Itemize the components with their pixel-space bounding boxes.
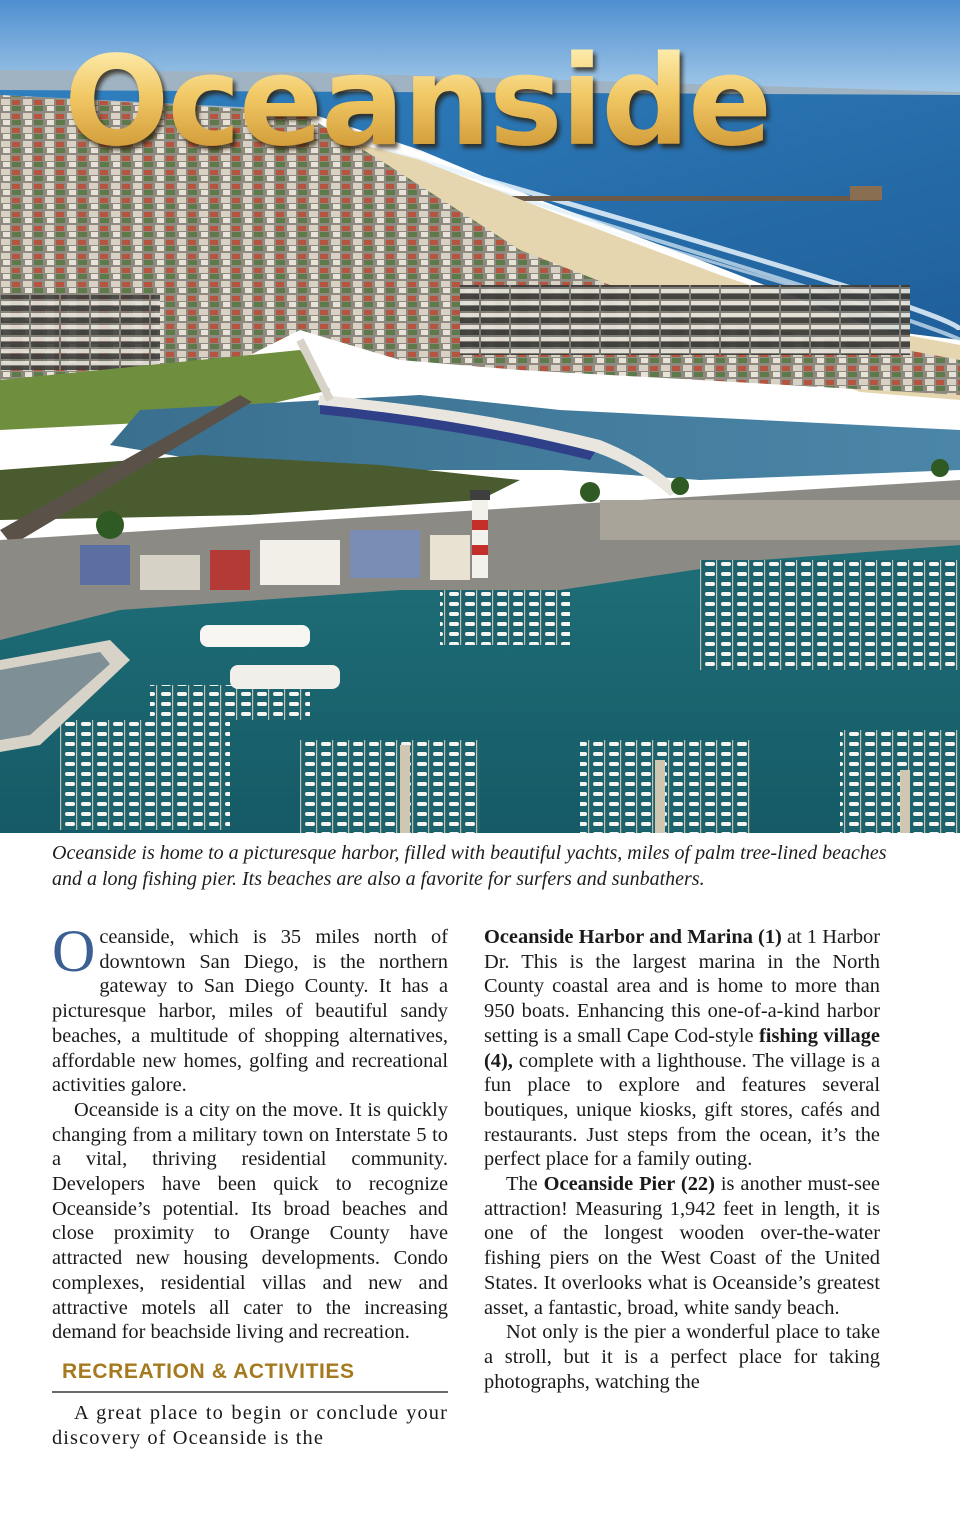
- drop-cap: O: [52, 918, 96, 984]
- fishing-village-text: complete with a lighthouse. The village is a fun place to explore and features several boutiques, unique kiosks, gift stores, cafés and restaurants. Just steps from the ocean, it’s the perfect place for a family outing.: [484, 1049, 880, 1171]
- fishing-village-name: fishing village (4),: [484, 1024, 880, 1072]
- paragraph-pier-stroll: Not only is the pier a wonderful place to take a stroll, but it is a perfect place for taking photographs, watching the: [484, 1321, 880, 1393]
- section-heading-recreation: RECREATION & ACTIVITIES: [52, 1359, 448, 1393]
- pier-text-lead: The: [506, 1173, 544, 1196]
- harbor-marina-name: Oceanside Harbor and Marina (1): [484, 926, 782, 948]
- article-column-right: [484, 925, 880, 1394]
- pier-text: is another must-see attraction! Measuring 1,942 feet in length, it is one of the longest wooden over-the-water fishing piers on the West Coast of the United States. It overlooks what is Oceanside’s greatest asset, a fantastic, broad, white sandy beach.: [484, 1173, 880, 1319]
- pier-name: Oceanside Pier (22): [543, 1173, 715, 1196]
- article-column-left: [52, 918, 448, 1450]
- paragraph-city-on-the-move: Oceanside is a city on the move. It is quickly changing from a military town on Interstate 5 to a vital, thriving residential community. Developers have been quick to recognize Oceanside’s potential. Its broad beaches and close proximity to Orange County have attracted new housing developments. Condo complexes, residential villas and new and attractive motels all cater to the increasing demand for beachside living and recreation.: [52, 1098, 448, 1344]
- paragraph-harbor-marina: [484, 925, 880, 1172]
- page-title: Oceanside: [64, 30, 771, 174]
- paragraph-pier: [484, 1172, 880, 1320]
- intro-text: ceanside, which is 35 miles north of downtown San Diego, is the northern gateway to San Diego County. It has a picturesque harbor, miles of beautiful sandy beaches, a multitude of shopping alternatives, affordable new homes, golfing and recreational activities galore.: [52, 926, 448, 1097]
- intro-paragraph: [52, 918, 448, 1098]
- photo-caption: Oceanside is home to a picturesque harbor, filled with beautiful yachts, miles of palm tree-lined beaches and a long fishing pier. Its beaches are also a favorite for surfers and sunbathers.: [52, 842, 887, 890]
- paragraph-discovery: A great place to begin or conclude your discovery of Oceanside is the: [52, 1401, 448, 1449]
- harbor-marina-text: at 1 Harbor Dr. This is the largest marina in the North County coastal area and is home to more than 950 boats. Enhancing this one-of-a-kind harbor setting is a small Cape Cod-style: [484, 926, 881, 1047]
